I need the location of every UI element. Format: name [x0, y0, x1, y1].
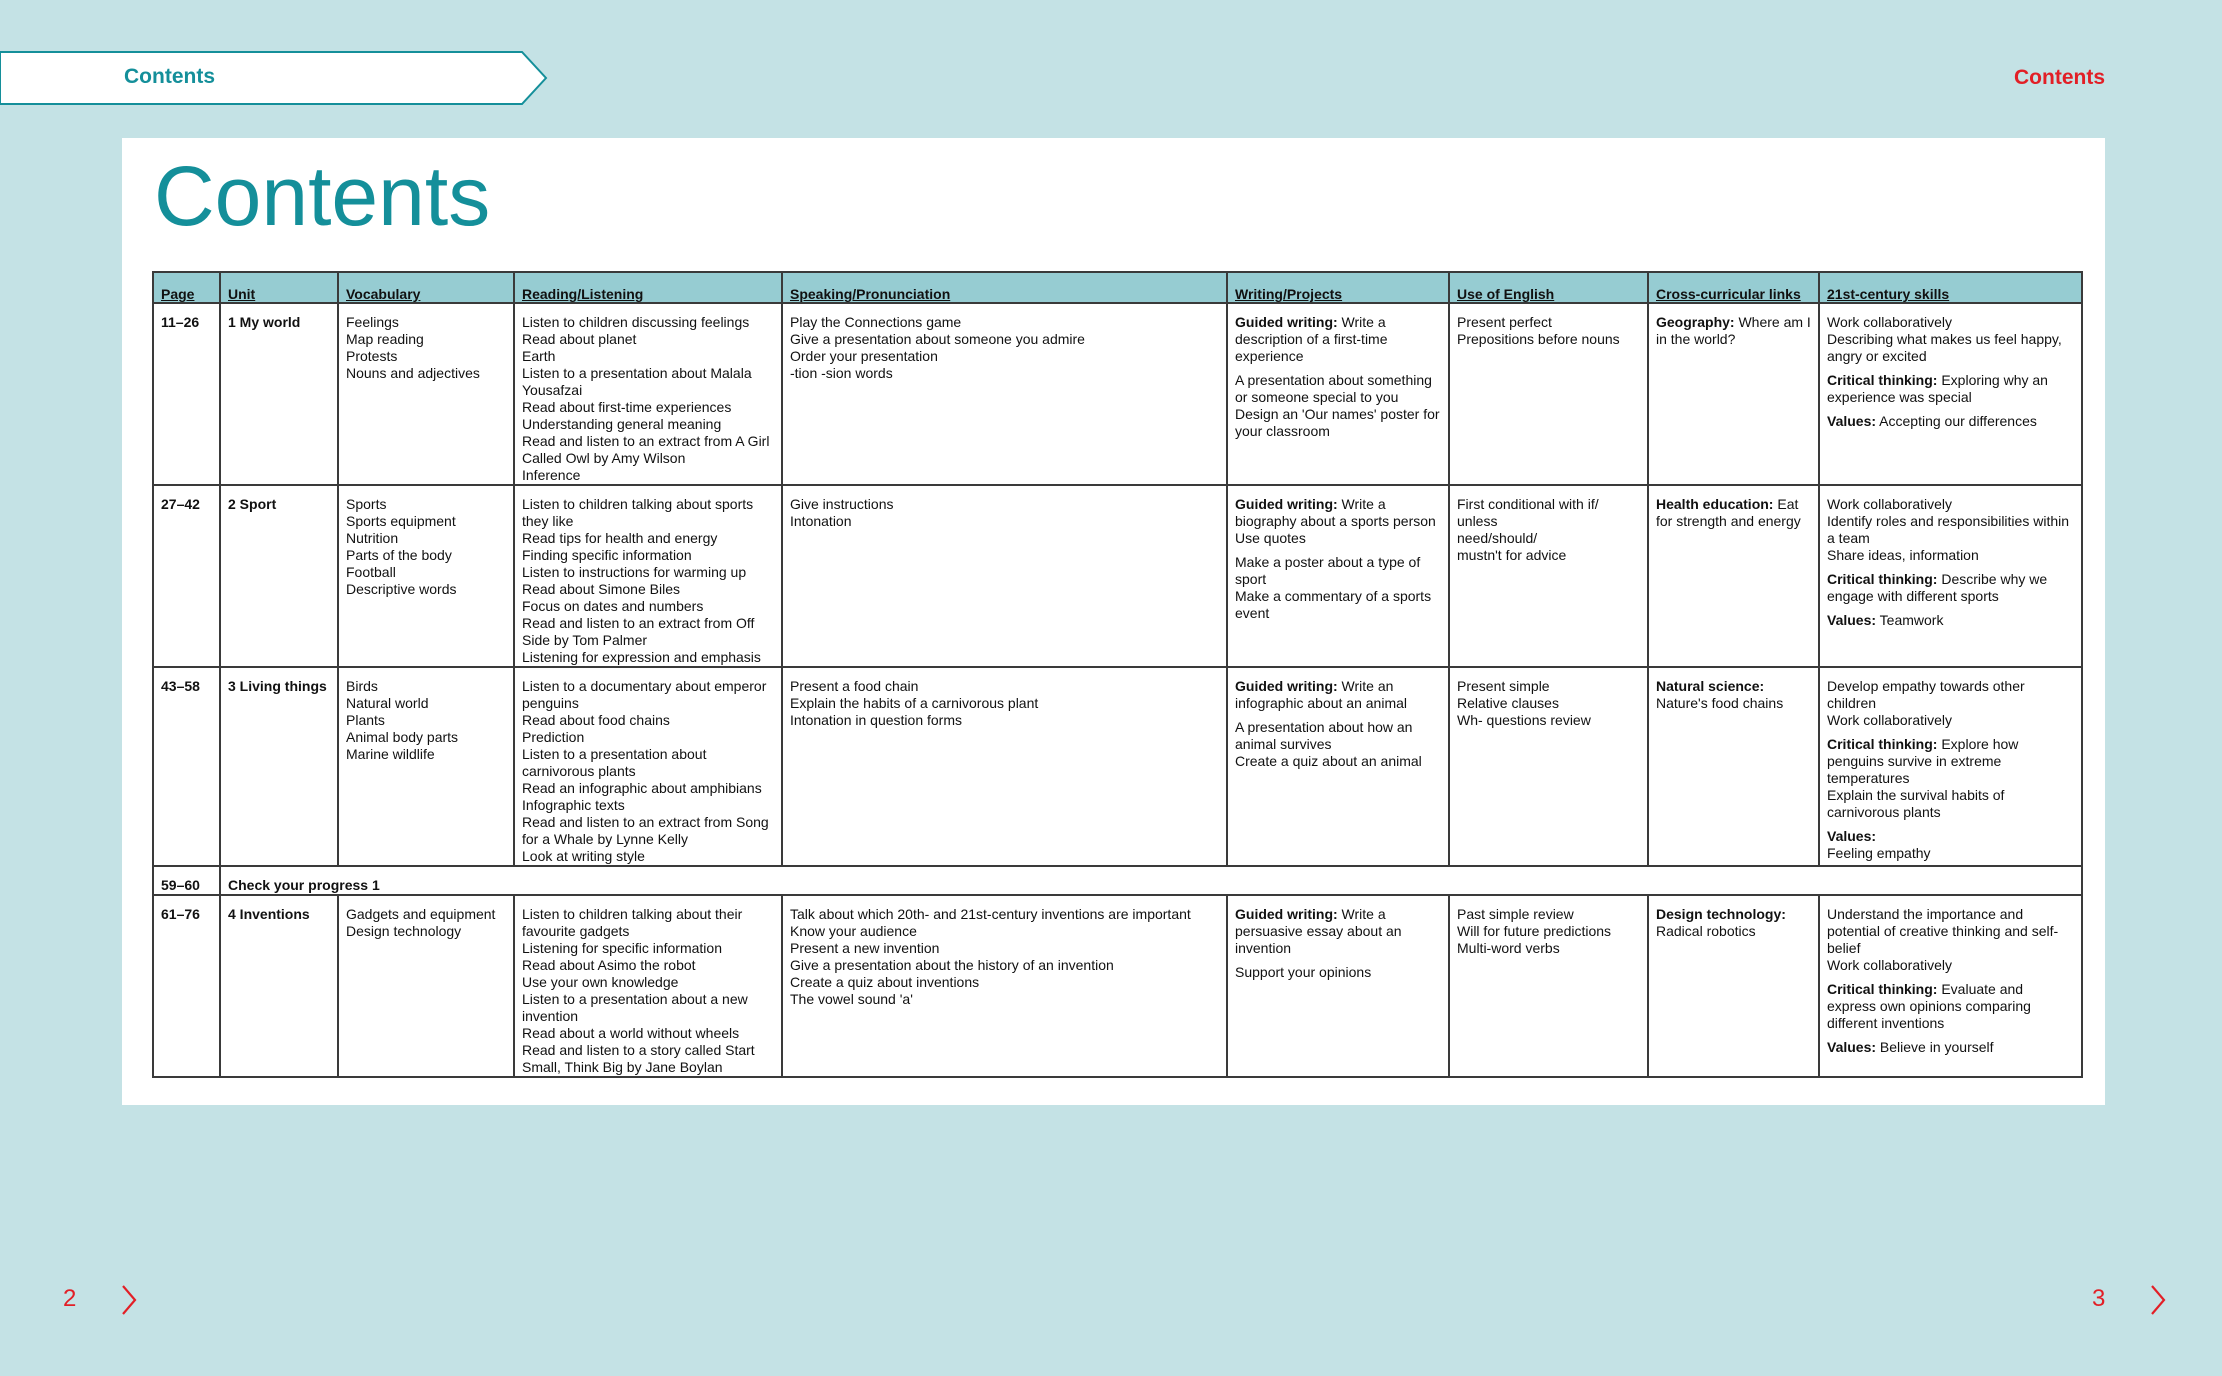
- list-item: Describing what makes us feel happy, angry or excited: [1827, 331, 2062, 364]
- unit-name: 1 My world: [220, 303, 338, 485]
- english-cell: [1449, 667, 1648, 866]
- list-item: Prepositions before nouns: [1457, 331, 1620, 347]
- chevron-right-icon[interactable]: [2149, 1284, 2167, 1316]
- values-text: Teamwork: [1879, 612, 1944, 628]
- page-title: Contents: [154, 149, 491, 243]
- list-item: mustn't for advice: [1457, 547, 1567, 563]
- list-item: The vowel sound 'a': [790, 991, 913, 1007]
- skills-cell: [1819, 667, 2082, 866]
- cross-cell: [1648, 485, 1819, 667]
- list-item: Make a commentary of a sports event: [1235, 588, 1432, 621]
- cross-subject-label: Geography:: [1656, 314, 1735, 330]
- list-item: Present simple: [1457, 678, 1550, 694]
- list-item: Natural world: [346, 695, 429, 711]
- list-item: Focus on dates and numbers: [522, 598, 704, 614]
- speaking-cell: [782, 667, 1227, 866]
- cross-subject-text: Radical robotics: [1656, 923, 1756, 939]
- list-item: Explain the habits of a carnivorous plant: [790, 695, 1039, 711]
- list-item: Earth: [522, 348, 556, 364]
- cross-subject-text: Eat for strength and energy: [1656, 496, 1801, 529]
- list-item: Multi-word verbs: [1457, 940, 1560, 956]
- cross-subject-label: Health education:: [1656, 496, 1774, 512]
- list-item: [1235, 496, 1441, 530]
- list-item: Feelings: [346, 314, 399, 330]
- list-item: Present a new invention: [790, 940, 940, 956]
- speaking-cell: [782, 895, 1227, 1077]
- reading-cell: [514, 485, 782, 667]
- cross-cell: [1648, 667, 1819, 866]
- list-item: Understand the importance and potential of creative thinking and self-belief: [1827, 906, 2059, 956]
- critical-thinking-label: Critical thinking:: [1827, 736, 1938, 752]
- right-page-number: 3: [2092, 1285, 2106, 1312]
- critical-thinking-text: Evaluate and express own opinions comparing different inventions: [1827, 981, 2031, 1031]
- list-item: [1827, 372, 2074, 406]
- contents-panel: [122, 138, 2105, 1105]
- tab-label: Contents: [124, 65, 215, 88]
- list-item: [1827, 413, 2074, 430]
- list-item: Listen to children discussing feelings: [522, 314, 750, 330]
- page-range: 59–60: [153, 866, 220, 895]
- list-item: Wh- questions review: [1457, 712, 1591, 728]
- list-item: Know your audience: [790, 923, 917, 939]
- list-item: [1827, 828, 2074, 845]
- list-item: Read about Simone Biles: [522, 581, 680, 597]
- list-item: Prediction: [522, 729, 585, 745]
- list-item: Use quotes: [1235, 530, 1306, 546]
- list-item: [1827, 1039, 2074, 1056]
- values-label: Values:: [1827, 413, 1877, 429]
- list-item: Listening for expression and emphasis: [522, 649, 761, 665]
- list-item: Intonation: [790, 513, 852, 529]
- list-item: [1827, 612, 2074, 629]
- list-item: [1656, 496, 1811, 530]
- list-item: First conditional with if/ unless: [1457, 496, 1599, 529]
- list-item: Give instructions: [790, 496, 894, 512]
- vocabulary-cell: [338, 667, 514, 866]
- list-item: [1235, 906, 1441, 957]
- col-header-writing: Writing/Projects: [1227, 272, 1449, 303]
- list-item: Past simple review: [1457, 906, 1574, 922]
- list-item: A presentation about how an animal survives: [1235, 719, 1413, 752]
- list-item: Listen to a presentation about a new invention: [522, 991, 748, 1024]
- english-cell: [1449, 303, 1648, 485]
- list-item: Talk about which 20th- and 21st-century inventions are important: [790, 906, 1191, 922]
- list-item: [1827, 981, 2074, 1032]
- table-row: [153, 303, 2082, 485]
- writing-cell: [1227, 303, 1449, 485]
- list-item: Parts of the body: [346, 547, 452, 563]
- list-item: Nouns and adjectives: [346, 365, 480, 381]
- col-header-page: Page: [153, 272, 220, 303]
- list-item: Read about food chains: [522, 712, 670, 728]
- tab-arrow-shape: [0, 51, 548, 105]
- cross-cell: [1648, 303, 1819, 485]
- vocabulary-cell: [338, 303, 514, 485]
- list-item: [1827, 571, 2074, 605]
- list-item: -tion -sion words: [790, 365, 893, 381]
- list-item: Work collaboratively: [1827, 314, 1953, 330]
- values-label: Values:: [1827, 828, 1877, 844]
- list-item: Birds: [346, 678, 378, 694]
- unit-name: 3 Living things: [220, 667, 338, 866]
- list-item: Read an infographic about amphibians: [522, 780, 762, 796]
- list-item: Create a quiz about inventions: [790, 974, 980, 990]
- list-item: Intonation in question forms: [790, 712, 962, 728]
- list-item: [1235, 314, 1441, 365]
- list-item: Listen to children talking about their favourite gadgets: [522, 906, 743, 939]
- list-item: Identify roles and responsibilities within a team: [1827, 513, 2070, 546]
- list-item: A presentation about something or someone special to you: [1235, 372, 1432, 405]
- table-header-row: [153, 272, 2082, 303]
- guided-writing-label: Guided writing:: [1235, 678, 1338, 694]
- list-item: Infographic texts: [522, 797, 625, 813]
- list-item: Relative clauses: [1457, 695, 1559, 711]
- list-item: Read and listen to a story called Start Small, Think Big by Jane Boylan: [522, 1042, 755, 1075]
- col-header-cross: Cross-curricular links: [1648, 272, 1819, 303]
- list-item: [1656, 314, 1811, 348]
- critical-thinking-label: Critical thinking:: [1827, 372, 1938, 388]
- guided-writing-text: Write a biography about a sports person: [1235, 496, 1436, 529]
- list-item: Finding specific information: [522, 547, 692, 563]
- col-header-skills: 21st-century skills: [1819, 272, 2082, 303]
- vocabulary-cell: [338, 485, 514, 667]
- writing-cell: [1227, 667, 1449, 866]
- reading-cell: [514, 667, 782, 866]
- list-item: Work collaboratively: [1827, 957, 1953, 973]
- table-row: [153, 895, 2082, 1077]
- col-header-speaking: Speaking/Pronunciation: [782, 272, 1227, 303]
- list-item: Descriptive words: [346, 581, 457, 597]
- guided-writing-text: Write a description of a first-time experience: [1235, 314, 1388, 364]
- skills-cell: [1819, 895, 2082, 1077]
- contents-table: [152, 271, 2083, 1078]
- page-range: 43–58: [153, 667, 220, 866]
- cross-subject-text: Where am I in the world?: [1656, 314, 1811, 347]
- critical-thinking-label: Critical thinking:: [1827, 981, 1938, 997]
- list-item: Protests: [346, 348, 398, 364]
- table-row: [153, 667, 2082, 866]
- speaking-cell: [782, 485, 1227, 667]
- list-item: Read about first-time experiences: [522, 399, 732, 415]
- list-item: Read tips for health and energy: [522, 530, 718, 546]
- guided-writing-label: Guided writing:: [1235, 314, 1338, 330]
- list-item: Listen to a presentation about carnivorous plants: [522, 746, 707, 779]
- list-item: Plants: [346, 712, 385, 728]
- list-item: Play the Connections game: [790, 314, 962, 330]
- list-item: Give a presentation about the history of an invention: [790, 957, 1114, 973]
- list-item: Present a food chain: [790, 678, 919, 694]
- list-item: Read and listen to an extract from Off Side by Tom Palmer: [522, 615, 755, 648]
- list-item: Sports equipment: [346, 513, 456, 529]
- writing-cell: [1227, 485, 1449, 667]
- list-item: Make a poster about a type of sport: [1235, 554, 1421, 587]
- list-item: Develop empathy towards other children: [1827, 678, 2025, 711]
- values-text: Believe in yourself: [1879, 1039, 1994, 1055]
- page-range: 11–26: [153, 303, 220, 485]
- guided-writing-text: Write an infographic about an animal: [1235, 678, 1408, 711]
- table-row: [153, 485, 2082, 667]
- list-item: Gadgets and equipment: [346, 906, 496, 922]
- list-item: Will for future predictions: [1457, 923, 1612, 939]
- critical-thinking-label: Critical thinking:: [1827, 571, 1938, 587]
- english-cell: [1449, 485, 1648, 667]
- list-item: Listen to instructions for warming up: [522, 564, 747, 580]
- list-item: Work collaboratively: [1827, 496, 1953, 512]
- chevron-right-icon[interactable]: [120, 1284, 138, 1316]
- list-item: Animal body parts: [346, 729, 459, 745]
- list-item: Read and listen to an extract from Song for a Whale by Lynne Kelly: [522, 814, 769, 847]
- vocabulary-cell: [338, 895, 514, 1077]
- list-item: Support your opinions: [1235, 964, 1372, 980]
- cross-cell: [1648, 895, 1819, 1077]
- reading-cell: [514, 895, 782, 1077]
- list-item: Read about a world without wheels: [522, 1025, 740, 1041]
- list-item: Look at writing style: [522, 848, 645, 864]
- critical-thinking-text: Explore how penguins survive in extreme temperatures: [1827, 736, 2019, 786]
- list-item: Work collaboratively: [1827, 712, 1953, 728]
- col-header-unit: Unit: [220, 272, 338, 303]
- values-label: Values:: [1827, 1039, 1877, 1055]
- progress-row: [153, 866, 2082, 895]
- guided-writing-label: Guided writing:: [1235, 496, 1338, 512]
- cross-subject-text: Nature's food chains: [1656, 695, 1784, 711]
- col-header-english: Use of English: [1449, 272, 1648, 303]
- list-item: need/should/: [1457, 530, 1538, 546]
- list-item: Nutrition: [346, 530, 399, 546]
- list-item: [1656, 906, 1811, 940]
- writing-cell: [1227, 895, 1449, 1077]
- list-item: [1235, 678, 1441, 712]
- progress-label: Check your progress 1: [220, 866, 2082, 895]
- list-item: Listen to a presentation about Malala Yousafzai: [522, 365, 752, 398]
- list-item: Listening for specific information: [522, 940, 722, 956]
- list-item: Marine wildlife: [346, 746, 435, 762]
- page-range: 27–42: [153, 485, 220, 667]
- left-page-number: 2: [63, 1285, 77, 1312]
- values-text: Accepting our differences: [1879, 413, 2037, 429]
- list-item: Inference: [522, 467, 581, 483]
- critical-thinking-text: Exploring why an experience was special: [1827, 372, 2048, 405]
- list-item: Design technology: [346, 923, 462, 939]
- reading-cell: [514, 303, 782, 485]
- list-item: Use your own knowledge: [522, 974, 679, 990]
- list-item: Share ideas, information: [1827, 547, 1979, 563]
- guided-writing-label: Guided writing:: [1235, 906, 1338, 922]
- list-item: Give a presentation about someone you admire: [790, 331, 1085, 347]
- values-label: Values:: [1827, 612, 1877, 628]
- list-item: Understanding general meaning: [522, 416, 722, 432]
- list-item: Listen to a documentary about emperor penguins: [522, 678, 767, 711]
- list-item: Sports: [346, 496, 387, 512]
- guided-writing-text: Write a persuasive essay about an invention: [1235, 906, 1402, 956]
- english-cell: [1449, 895, 1648, 1077]
- list-item: Read about planet: [522, 331, 637, 347]
- list-item: Read and listen to an extract from A Girl Called Owl by Amy Wilson: [522, 433, 770, 466]
- unit-name: 4 Inventions: [220, 895, 338, 1077]
- cross-subject-label: Design technology:: [1656, 906, 1786, 922]
- list-item: Create a quiz about an animal: [1235, 753, 1422, 769]
- page-header-title: Contents: [2014, 66, 2105, 89]
- values-text: Feeling empathy: [1827, 845, 1931, 861]
- list-item: Map reading: [346, 331, 424, 347]
- page-range: 61–76: [153, 895, 220, 1077]
- col-header-reading: Reading/Listening: [514, 272, 782, 303]
- list-item: [1656, 678, 1811, 712]
- list-item: Read about Asimo the robot: [522, 957, 696, 973]
- unit-name: 2 Sport: [220, 485, 338, 667]
- skills-cell: [1819, 303, 2082, 485]
- list-item: Design an 'Our names' poster for your classroom: [1235, 406, 1440, 439]
- col-header-vocabulary: Vocabulary: [338, 272, 514, 303]
- speaking-cell: [782, 303, 1227, 485]
- list-item: Present perfect: [1457, 314, 1552, 330]
- contents-tab[interactable]: [0, 51, 548, 105]
- skills-cell: [1819, 485, 2082, 667]
- list-item: Order your presentation: [790, 348, 938, 364]
- cross-subject-label: Natural science:: [1656, 678, 1765, 694]
- list-item: [1827, 736, 2074, 787]
- list-item: Explain the survival habits of carnivorous plants: [1827, 787, 2005, 820]
- critical-thinking-text: Describe why we engage with different sports: [1827, 571, 2048, 604]
- list-item: Football: [346, 564, 396, 580]
- list-item: Listen to children talking about sports they like: [522, 496, 754, 529]
